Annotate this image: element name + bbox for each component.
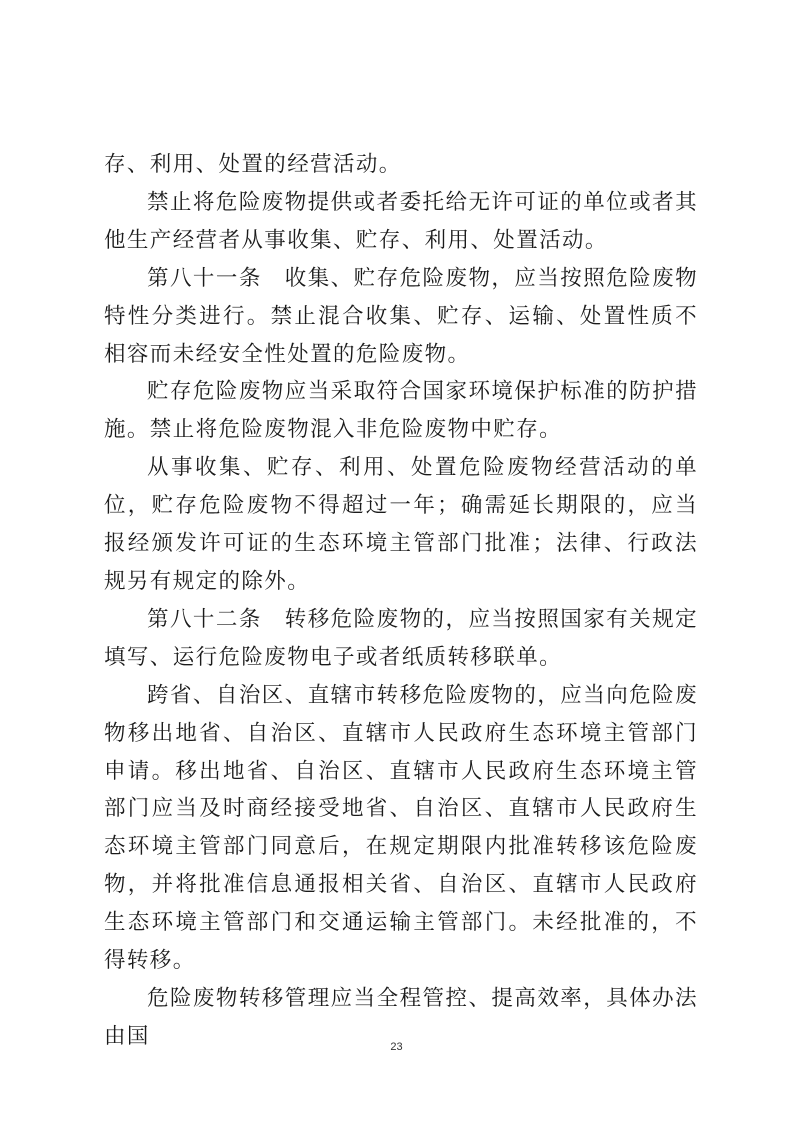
paragraph: 贮存危险废物应当采取符合国家环境保护标准的防护措施。禁止将危险废物混入非危险废物中贮存。 [104, 379, 698, 443]
paragraph-continuation: 存、利用、处置的经营活动。 [104, 152, 402, 177]
paragraph: 从事收集、贮存、利用、处置危险废物经营活动的单位，贮存危险废物不得超过一年；确需延长期限的，应当报经颁发许可证的生态环境主管部门批准；法律、行政法规另有规定的除外。 [104, 455, 698, 594]
paragraph-article-81: 第八十一条 收集、贮存危险废物，应当按照危险废物特性分类进行。禁止混合收集、贮存、运输、处置性质不相容而未经安全性处置的危险废物。 [104, 265, 698, 367]
page-number: 23 [390, 1041, 403, 1053]
paragraph: 禁止将危险废物提供或者委托给无许可证的单位或者其他生产经营者从事收集、贮存、利用、处置活动。 [104, 189, 698, 253]
document-body [104, 146, 698, 1056]
paragraph: 危险废物转移管理应当全程管控、提高效率，具体办法由国 [104, 985, 698, 1049]
paragraph-article-82: 第八十二条 转移危险废物的，应当按照国家有关规定填写、运行危险废物电子或者纸质转移联单。 [104, 606, 698, 670]
paragraph: 跨省、自治区、直辖市转移危险废物的，应当向危险废物移出地省、自治区、直辖市人民政府生态环境主管部门申请。移出地省、自治区、直辖市人民政府生态环境主管部门应当及时商经接受地省、自治区、直辖市人民政府生态环境主管部门同意后，在规定期限内批准转移该危险废物，并将批准信息通报相关省、自治区、直辖市人民政府生态环境主管部门和交通运输主管部门。未经批准的，不得转移。 [104, 682, 698, 974]
